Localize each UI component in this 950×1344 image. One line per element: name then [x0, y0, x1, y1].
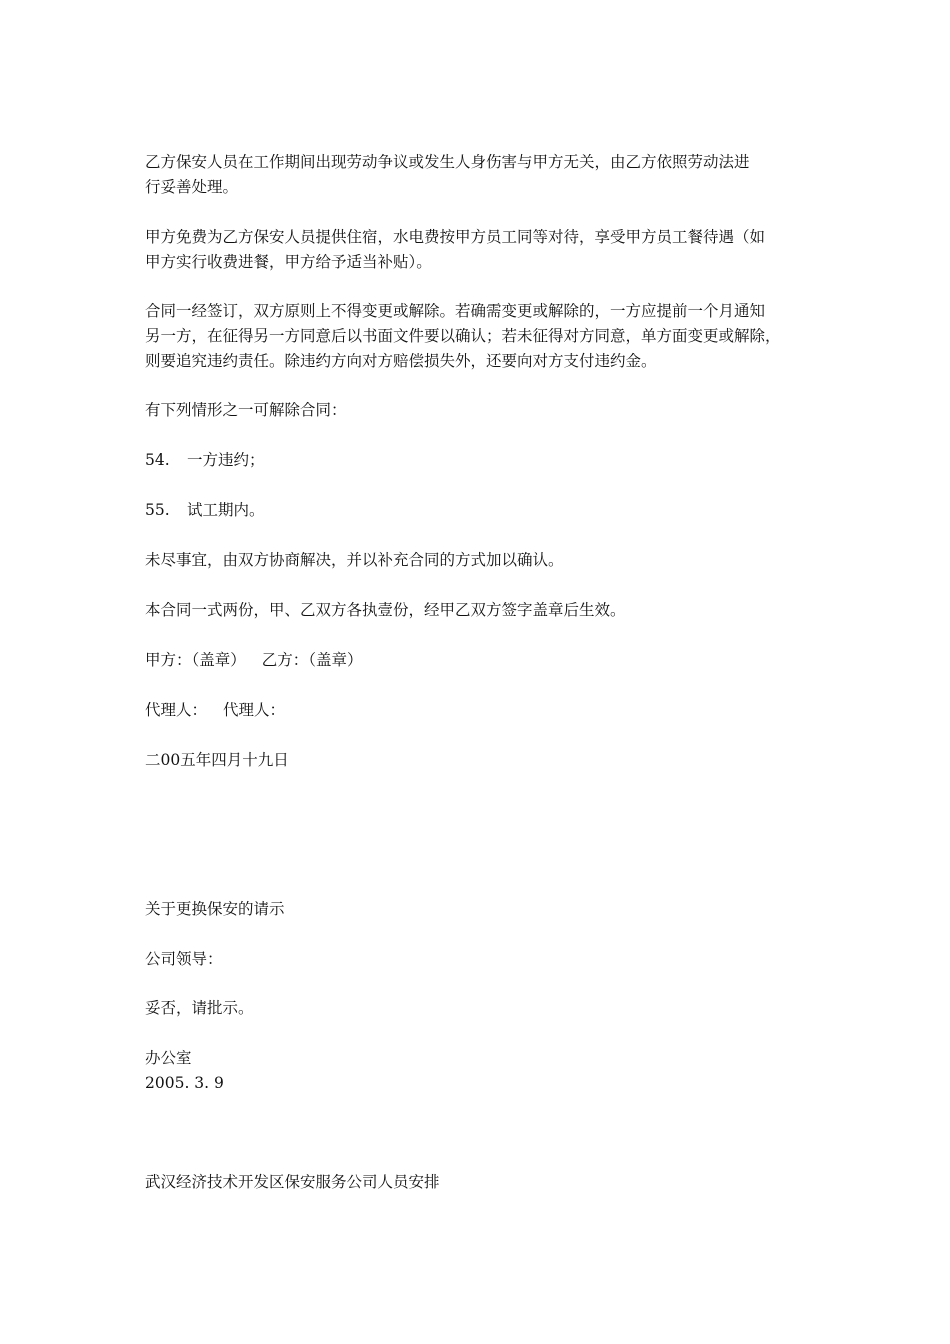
paragraph-line: 甲方免费为乙方保安人员提供住宿，水电费按甲方员工同等对待，享受甲方员工餐待遇（如	[145, 228, 766, 246]
paragraph-copies: 本合同一式两份，甲、乙双方各执壹份，经甲乙双方签字盖章后生效。	[145, 601, 626, 619]
termination-item-number: 55.	[145, 501, 170, 519]
termination-item-text: 试工期内。	[187, 501, 265, 519]
paragraph-contract-change	[145, 299, 813, 374]
request-date: 2005. 3. 9	[145, 1074, 224, 1092]
request-sender: 办公室	[145, 1049, 192, 1067]
termination-item-number: 54.	[145, 451, 170, 469]
agent-signature-line	[145, 698, 813, 723]
paragraph-line: 合同一经签订，双方原则上不得变更或解除。若确需变更或解除的，一方应提前一个月通知	[145, 302, 766, 320]
party-signature-line	[145, 648, 813, 673]
party-a-label: 甲方：（盖章）	[145, 651, 246, 669]
termination-item	[145, 498, 813, 523]
termination-item-text: 一方违约；	[187, 451, 265, 469]
paragraph-termination-intro: 有下列情形之一可解除合同：	[145, 401, 347, 419]
paragraph-line: 另一方，在征得另一方同意后以书面文件要以确认；若未征得对方同意，单方面变更或解除，	[145, 327, 781, 345]
paragraph-line: 甲方实行收费进餐，甲方给予适当补贴）。	[145, 253, 432, 271]
request-title: 关于更换保安的请示	[145, 900, 285, 918]
contract-date: 二00五年四月十九日	[145, 751, 289, 769]
agent-a-label: 代理人：	[145, 701, 208, 719]
request-signoff	[145, 1046, 813, 1096]
agent-b-label: 代理人：	[223, 701, 286, 719]
section-title: 武汉经济技术开发区保安服务公司人员安排	[145, 1173, 440, 1191]
request-closing: 妥否，请批示。	[145, 999, 254, 1017]
termination-item	[145, 448, 813, 473]
paragraph-line: 乙方保安人员在工作期间出现劳动争议或发生人身伤害与甲方无关，由乙方依照劳动法进	[145, 153, 750, 171]
paragraph-dispute	[145, 150, 813, 200]
paragraph-line: 则要追究违约责任。除违约方向对方赔偿损失外，还要向对方支付违约金。	[145, 352, 657, 370]
request-salutation: 公司领导：	[145, 950, 223, 968]
paragraph-lodging	[145, 225, 813, 275]
party-b-label: 乙方：（盖章）	[261, 651, 363, 669]
paragraph-line: 行妥善处理。	[145, 178, 239, 196]
paragraph-unresolved: 未尽事宜，由双方协商解决，并以补充合同的方式加以确认。	[145, 551, 564, 569]
